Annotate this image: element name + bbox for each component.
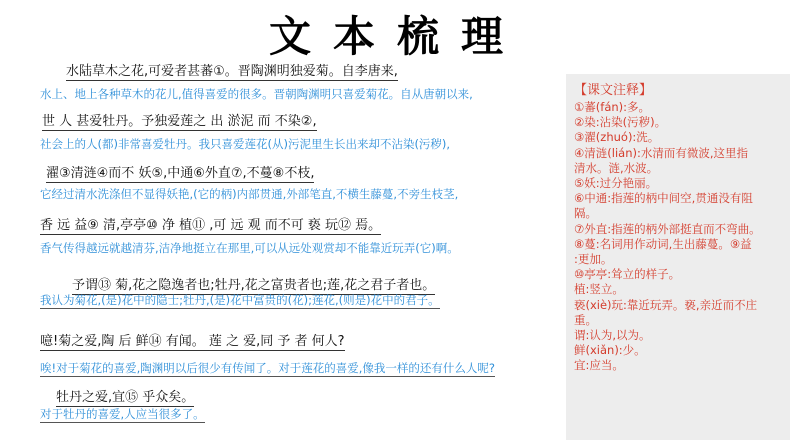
note-item: 植:竖立。 <box>574 282 624 297</box>
trans-line-6: 唉!对于菊花的喜爱,陶渊明以后很少有传闻了。对于莲花的喜爱,像我一样的还有什么人呢? <box>40 361 496 375</box>
trans-line-2: 社会上的人(都)非常喜爱牡丹。我只喜爱莲花(从)污泥里生长出来却不沾染(污秽), <box>40 137 451 151</box>
note-item: 谓:认为,以为。 <box>574 328 651 343</box>
orig-line-3: 濯③清涟④而不 妖⑤,中通⑥外直⑦,不蔓⑧不枝, <box>46 162 314 183</box>
trans-line-1: 水上、地上各种草木的花儿,值得喜爱的很多。晋朝陶渊明只喜爱菊花。自从唐朝以来, <box>40 87 473 101</box>
note-item: :更加。 <box>574 252 613 267</box>
orig-line-7: 牡丹之爱,宜⑮ 乎众矣。 <box>56 386 194 407</box>
note-item: 隔。 <box>574 206 597 221</box>
note-item: ③濯(zhuó):洗。 <box>574 130 660 145</box>
note-item: ④清涟(lián):水清而有微波,这里指 <box>574 145 749 160</box>
trans-line-7: 对于牡丹的喜爱,人应当很多了。 <box>40 407 205 421</box>
note-item: ⑧蔓:名词用作动词,生出藤蔓。⑨益 <box>574 236 752 251</box>
trans-line-3: 它经过清水洗涤但不显得妖艳,(它的柄)内部贯通,外部笔直,不横生藤蔓,不旁生枝茎, <box>40 187 459 201</box>
note-item: ⑥中通:指莲的柄中间空,贯通没有阻 <box>574 191 753 206</box>
note-item: 清水。涟,水波。 <box>574 160 659 175</box>
trans-line-5: 我认为菊花,(是)花中的隐士;牡丹,(是)花中富贵的(花);莲花,(则是)花中的君子。 <box>40 293 440 307</box>
trans-line-4: 香气传得越远就越清芬,洁净地挺立在那里,可以从远处观赏却不能靠近玩弄(它)啊。 <box>40 241 459 255</box>
note-item: 宜:应当。 <box>574 358 624 373</box>
note-item: 鲜(xiǎn):少。 <box>574 343 646 358</box>
notes-heading: 【课文注释】 <box>574 83 653 98</box>
orig-line-6: 噫!菊之爱,陶 后 鲜⑭ 有闻。 莲 之 爱,同 予 者 何人? <box>40 330 345 351</box>
slide-title: 文本梳理 <box>268 12 525 61</box>
orig-line-2: 世 人 甚爱牡丹。予独爱莲之 出 淤泥 而 不染②, <box>42 110 317 131</box>
orig-line-5: 予谓⑬ 菊,花之隐逸者也;牡丹,花之富贵者也;莲,花之君子者也。 <box>72 274 435 295</box>
notes-panel <box>566 74 790 440</box>
note-item: ⑩亭亭:耸立的样子。 <box>574 267 681 282</box>
orig-line-4: 香 远 益⑨ 清,亭亭⑩ 净 植⑪ ,可 远 观 而不可 亵 玩⑫ 焉。 <box>40 214 381 235</box>
note-item: ⑤妖:过分艳丽。 <box>574 176 658 191</box>
note-item: ②染:沾染(污秽)。 <box>574 115 667 130</box>
notes-list <box>566 100 790 374</box>
note-item: ①蕃(fán):多。 <box>574 100 651 114</box>
note-item: ⑦外直:指莲的柄外部挺直而不弯曲。 <box>574 221 761 236</box>
note-item: 亵(xiè)玩:靠近玩弄。亵,亲近而不庄 <box>574 297 758 312</box>
note-item: 重。 <box>574 312 597 327</box>
orig-line-1: 水陆草木之花,可爱者甚蕃①。晋陶渊明独爱菊。自李唐来, <box>66 60 398 81</box>
